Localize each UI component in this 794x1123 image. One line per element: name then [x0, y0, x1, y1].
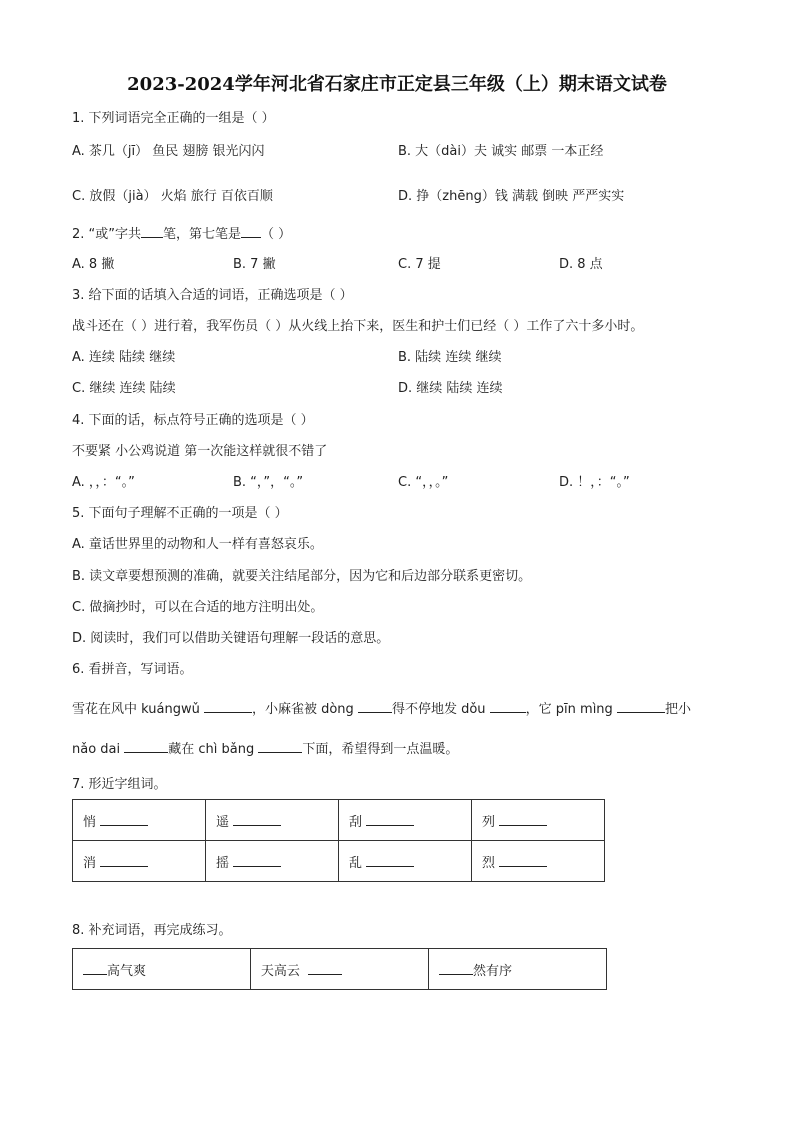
q7-cell[interactable] [339, 841, 472, 882]
q3-sentence: 战斗还在（ ）进行着，我军伤员（ ）从火线上抬下来，医生和护士们已经（ ）工作了六十多小时。 [72, 319, 644, 334]
q7-table [72, 799, 605, 882]
q2-stem-part3: （ ） [261, 227, 292, 242]
q4-stem: 4. 下面的话，标点符号正确的选项是（ ） [72, 413, 314, 428]
q2-option-b[interactable]: B. 7 撇 [233, 257, 276, 272]
q5-option-b[interactable]: B. 读文章要想预测的准确，就要关注结尾部分，因为它和后边部分联系更密切。 [72, 569, 532, 584]
q6-text-2b: 藏在 chì bǎng [168, 742, 259, 757]
q2-blank-strokes[interactable] [141, 223, 163, 238]
q3-option-d[interactable]: D. 继续 陆续 连续 [398, 381, 503, 396]
q7-cell[interactable] [73, 841, 206, 882]
q6-blank-chibang[interactable] [258, 738, 302, 753]
q7-cell[interactable] [339, 800, 472, 841]
q7-cell[interactable] [472, 800, 605, 841]
q5-stem: 5. 下面句子理解不正确的一项是（ ） [72, 506, 288, 521]
q7-char: 列 [482, 814, 496, 830]
q8-blank-2[interactable] [308, 961, 342, 975]
q7-blank[interactable] [233, 853, 281, 867]
q7-char: 遥 [216, 814, 230, 830]
q3-option-c[interactable]: C. 继续 连续 陆续 [72, 381, 176, 396]
q7-char: 悄 [83, 814, 97, 830]
q2-stem [72, 223, 291, 244]
q4-option-a[interactable]: A. ，，：“。” [72, 475, 135, 490]
q7-cell[interactable] [206, 800, 339, 841]
q6-text-1e: 把小 [664, 702, 691, 717]
q6-text-1b: ，小麻雀被 dòng [251, 702, 358, 717]
q6-stem: 6. 看拼音，写词语。 [72, 662, 193, 677]
q5-option-c[interactable]: C. 做摘抄时，可以在合适的地方注明出处。 [72, 600, 324, 615]
table-row [73, 949, 607, 990]
q7-cell[interactable] [73, 800, 206, 841]
q7-blank[interactable] [100, 853, 148, 867]
q6-blank-dong[interactable] [358, 698, 392, 713]
q4-option-b[interactable]: B. “，”，“。” [233, 475, 304, 490]
q7-char: 乱 [349, 855, 363, 871]
q1-option-a[interactable]: A. 茶几（jī） 鱼民 翅膀 银光闪闪 [72, 144, 265, 159]
q6-line-1 [72, 698, 691, 719]
q4-option-c[interactable]: C. “，，。” [398, 475, 449, 490]
q7-cell[interactable] [472, 841, 605, 882]
q6-text-1a: 雪花在风中 kuángwǔ [72, 702, 204, 717]
q7-char: 烈 [482, 855, 496, 871]
q1-stem: 1. 下列词语完全正确的一组是（ ） [72, 111, 275, 126]
q4-option-d[interactable]: D. ！，：“。” [559, 475, 630, 490]
q2-option-c[interactable]: C. 7 提 [398, 257, 441, 272]
q5-option-a[interactable]: A. 童话世界里的动物和人一样有喜怒哀乐。 [72, 537, 323, 552]
q7-stem: 7. 形近字组词。 [72, 777, 167, 792]
q8-blank-1[interactable] [83, 961, 107, 975]
q1-option-c[interactable]: C. 放假（jià） 火焰 旅行 百依百顺 [72, 189, 273, 204]
q7-cell[interactable] [206, 841, 339, 882]
table-row [73, 841, 605, 882]
q7-blank[interactable] [499, 853, 547, 867]
q8-stem: 8. 补充词语，再完成练习。 [72, 923, 232, 938]
q6-blank-pinming[interactable] [617, 698, 665, 713]
q6-text-1c: 得不停地发 dǒu [391, 702, 490, 717]
q2-blank-seventh-stroke[interactable] [241, 223, 261, 238]
q5-option-d[interactable]: D. 阅读时，我们可以借助关键语句理解一段话的意思。 [72, 631, 390, 646]
q8-blank-3[interactable] [439, 961, 473, 975]
q7-blank[interactable] [100, 812, 148, 826]
q2-option-d[interactable]: D. 8 点 [559, 257, 603, 272]
q6-text-2a: nǎo dai [72, 742, 125, 757]
q1-option-d[interactable]: D. 挣（zhēng）钱 满载 倒映 严严实实 [398, 189, 625, 204]
q2-stem-part1: 2. “或”字共 [72, 227, 142, 242]
q1-option-b[interactable]: B. 大（dài）夫 诚实 邮票 一本正经 [398, 144, 604, 159]
q7-char: 刮 [349, 814, 363, 830]
q7-blank[interactable] [366, 853, 414, 867]
q8-cell-1[interactable] [73, 949, 251, 990]
q6-blank-naodai[interactable] [124, 738, 168, 753]
q7-char: 摇 [216, 855, 230, 871]
q8-cell-2[interactable] [250, 949, 428, 990]
q8-cell-3[interactable] [428, 949, 606, 990]
q8-text-2: 天高云 [260, 963, 300, 979]
q4-sentence: 不要紧 小公鸡说道 第一次能这样就很不错了 [72, 444, 328, 459]
q6-blank-dou[interactable] [490, 698, 526, 713]
q6-text-2c: 下面，希望得到一点温暖。 [302, 742, 459, 757]
q7-blank[interactable] [366, 812, 414, 826]
q7-blank[interactable] [233, 812, 281, 826]
q3-option-b[interactable]: B. 陆续 连续 继续 [398, 350, 502, 365]
q6-blank-kuangwu[interactable] [204, 698, 252, 713]
q8-table [72, 948, 607, 990]
q7-blank[interactable] [499, 812, 547, 826]
table-row [73, 800, 605, 841]
q3-stem: 3. 给下面的话填入合适的词语，正确选项是（ ） [72, 288, 353, 303]
q6-line-2 [72, 738, 458, 759]
q2-option-a[interactable]: A. 8 撇 [72, 257, 115, 272]
q3-option-a[interactable]: A. 连续 陆续 继续 [72, 350, 176, 365]
q2-stem-part2: 笔，第七笔是 [163, 227, 242, 242]
q8-text-1: 高气爽 [107, 963, 147, 979]
q6-text-1d: ，它 pīn mìng [525, 702, 617, 717]
page-title: 2023-2024学年河北省石家庄市正定县三年级（上）期末语文试卷 [127, 74, 667, 95]
q8-text-3: 然有序 [472, 963, 512, 979]
q7-char: 消 [83, 855, 97, 871]
